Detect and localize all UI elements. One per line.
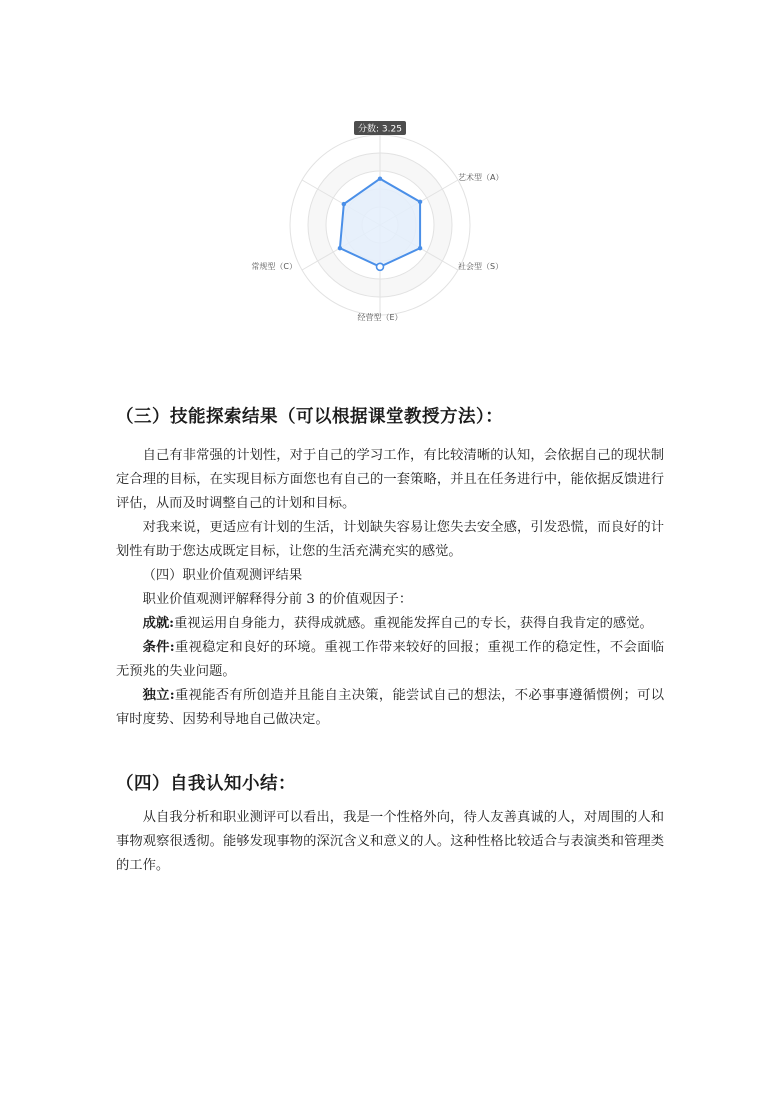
radar-point	[338, 246, 342, 250]
holland-radar-chart	[200, 112, 570, 338]
radar-svg	[200, 112, 570, 338]
radar-axis-label: 常规型（C）	[251, 262, 297, 271]
radar-point	[342, 202, 346, 206]
value-achievement-label: 成就:	[142, 616, 175, 631]
radar-axis-label: 经营型（E）	[357, 313, 403, 322]
values-intro: 职业价值观测评解释得分前 3 的价值观因子：	[142, 592, 413, 607]
radar-axis-label: 艺术型（A）	[458, 173, 504, 182]
section4-paragraph-1: 从自我分析和职业测评可以看出，我是一个性格外向，待人友善真诚的人，对周围的人和事物观察很透彻。能够发现事物的深沉含义和意义的人。这种性格比较适合与表演类和管理类的工作。	[116, 810, 664, 873]
section4-title: （四）自我认知小结：	[116, 774, 296, 794]
section3-paragraph-2: 对我来说，更适应有计划的生活，计划缺失容易让您失去安全感，引发恐慌，而良好的计划性有助于您达成既定目标，让您的生活充满充实的感觉。	[116, 520, 664, 559]
value-achievement-text: 重视运用自身能力，获得成就感。重视能发挥自己的专长，获得自我肯定的感觉。	[174, 616, 653, 631]
value-conditions-label: 条件:	[142, 640, 175, 655]
value-independence	[116, 684, 664, 732]
value-achievement	[116, 612, 664, 636]
section4-body	[116, 806, 664, 878]
radar-point	[418, 246, 422, 250]
radar-tooltip	[354, 121, 406, 135]
value-independence-text: 重视能否有所创造并且能自主决策，能尝试自己的想法，不必事事遵循惯例；可以审时度势、因势利导地自己做决定。	[116, 688, 664, 727]
radar-point	[418, 200, 422, 204]
section3-paragraph-1: 自己有非常强的计划性，对于自己的学习工作，有比较清晰的认知，会依据自己的现状制定合理的目标，在实现目标方面您也有自己的一套策略，并且在任务进行中，能依据反馈进行评估，从而及时调整自己的计划和目标。	[116, 448, 664, 511]
section3-title: （三）技能探索结果（可以根据课堂教授方法）：	[116, 407, 504, 427]
value-conditions	[116, 636, 664, 684]
value-conditions-text: 重视稳定和良好的环境。重视工作带来较好的回报；重视工作的稳定性，不会面临无预兆的失业问题。	[116, 640, 664, 679]
value-independence-label: 独立:	[142, 688, 175, 703]
values-heading: （四）职业价值观测评结果	[142, 568, 303, 583]
section3-body	[116, 444, 664, 732]
tooltip-text: 分数: 3.25	[358, 124, 402, 135]
radar-point	[378, 177, 382, 181]
radar-point	[377, 263, 384, 270]
radar-axis-label: 社会型（S）	[458, 262, 504, 271]
